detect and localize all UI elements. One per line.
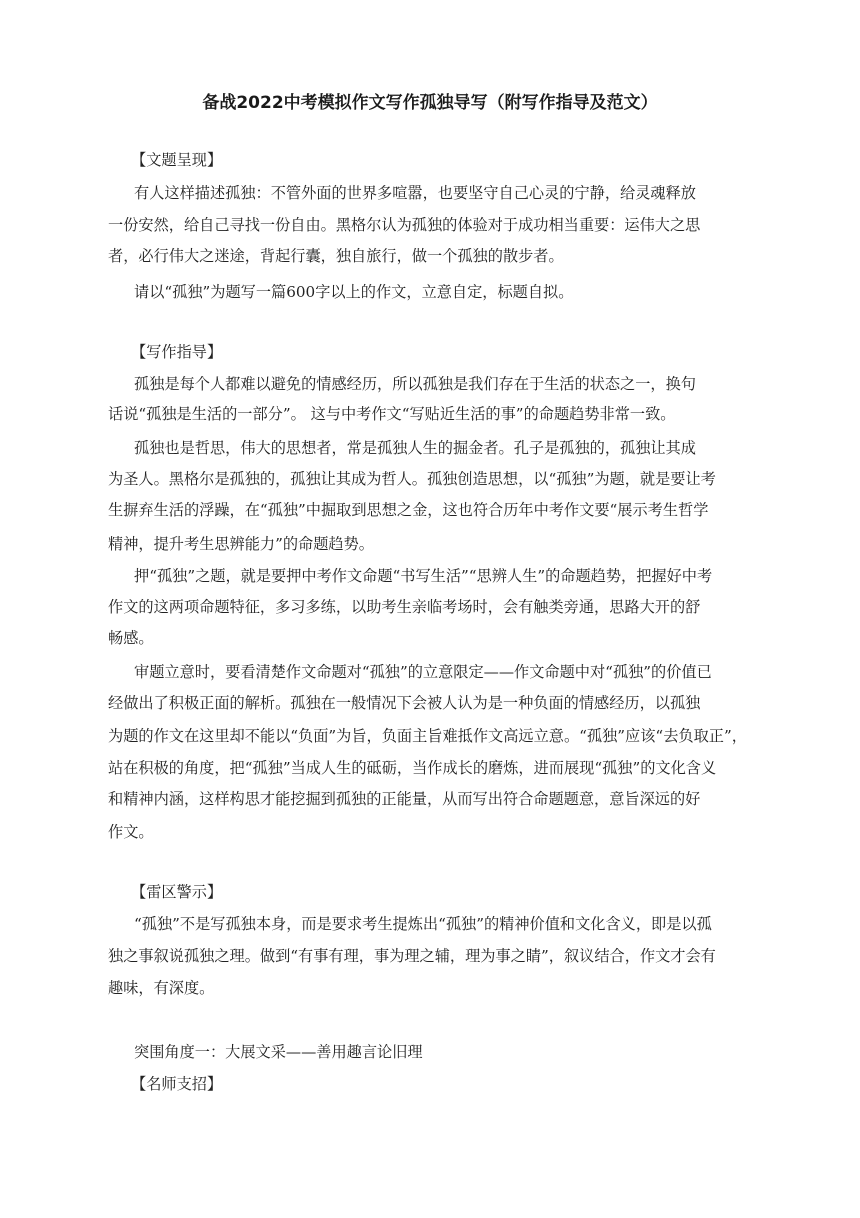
- paragraph-line: 押“孤独”之题，就是要押中考作文命题“书写生活”“思辨人生”的命题趋势，把握好中考: [134, 567, 713, 585]
- paragraph-line: 趣味，有深度。: [108, 979, 215, 997]
- section-heading-tips: 【名师支招】: [131, 1075, 223, 1093]
- paragraph-line: 独之事叙说孤独之理。做到“有事有理，事为理之辅，理为事之睛”，叙议结合，作文才会有: [108, 947, 716, 965]
- paragraph-line: 作文。: [108, 823, 154, 841]
- paragraph-line: 请以“孤独”为题写一篇600字以上的作文，立意自定，标题自拟。: [134, 283, 574, 301]
- paragraph-line: 审题立意时，要看清楚作文命题对“孤独”的立意限定——作文命题中对“孤独”的价值已: [134, 663, 712, 681]
- section-heading-topic: 【文题呈现】: [131, 151, 223, 169]
- section-heading-warning: 【雷区警示】: [131, 883, 223, 901]
- paragraph-line: 孤独也是哲思，伟大的思想者，常是孤独人生的掘金者。孔子是孤独的，孤独让其成: [134, 439, 696, 457]
- paragraph-line: 精神，提升考生思辨能力”的命题趋势。: [108, 535, 374, 553]
- paragraph-line: 者，必行伟大之迷途，背起行囊，独自旅行，做一个孤独的散步者。: [108, 247, 564, 265]
- section-heading-guidance: 【写作指导】: [131, 343, 223, 361]
- paragraph-line: 畅感。: [108, 629, 154, 647]
- paragraph-line: “孤独”不是写孤独本身，而是要求考生提炼出“孤独”的精神价值和文化含义，即是以孤: [134, 915, 712, 933]
- paragraph-line: 经做出了积极正面的解析。孤独在一般情况下会被人认为是一种负面的情感经历，以孤独: [108, 694, 701, 712]
- paragraph-line: 孤独是每个人都难以避免的情感经历，所以孤独是我们存在于生活的状态之一，换句: [134, 375, 696, 393]
- paragraph-line: 生摒弃生活的浮躁，在“孤独”中掘取到思想之金，这也符合历年中考作文要“展示考生哲学: [108, 501, 709, 519]
- paragraph-line: 一份安然，给自己寻找一份自由。黑格尔认为孤独的体验对于成功相当重要：运伟大之思: [108, 216, 701, 234]
- paragraph-line: 有人这样描述孤独：不管外面的世界多喧嚣，也要坚守自己心灵的宁静，给灵魂释放: [134, 184, 696, 202]
- document-title: 备战2022中考模拟作文写作孤独导写（附写作指导及范文）: [202, 93, 658, 113]
- angle-line: 突围角度一：大展文采——善用趣言论旧理: [134, 1043, 423, 1061]
- paragraph-line: 为题的作文在这里却不能以“负面”为旨，负面主旨难抵作文高远立意。“孤独”应该“去负取正”，: [108, 727, 747, 745]
- paragraph-line: 为圣人。黑格尔是孤独的，孤独让其成为哲人。孤独创造思想，以“孤独”为题，就是要让考: [108, 470, 716, 488]
- paragraph-line: 作文的这两项命题特征，多习多练，以助考生亲临考场时，会有触类旁通，思路大开的舒: [108, 598, 701, 616]
- paragraph-line: 话说“孤独是生活的一部分”。 这与中考作文“写贴近生活的事”的命题趋势非常一致。: [108, 405, 676, 423]
- paragraph-line: 站在积极的角度，把“孤独”当成人生的砥砺，当作成长的磨炼，进而展现“孤独”的文化含义: [108, 759, 717, 777]
- paragraph-line: 和精神内涵，这样构思才能挖掘到孤独的正能量，从而写出符合命题题意，意旨深远的好: [108, 790, 701, 808]
